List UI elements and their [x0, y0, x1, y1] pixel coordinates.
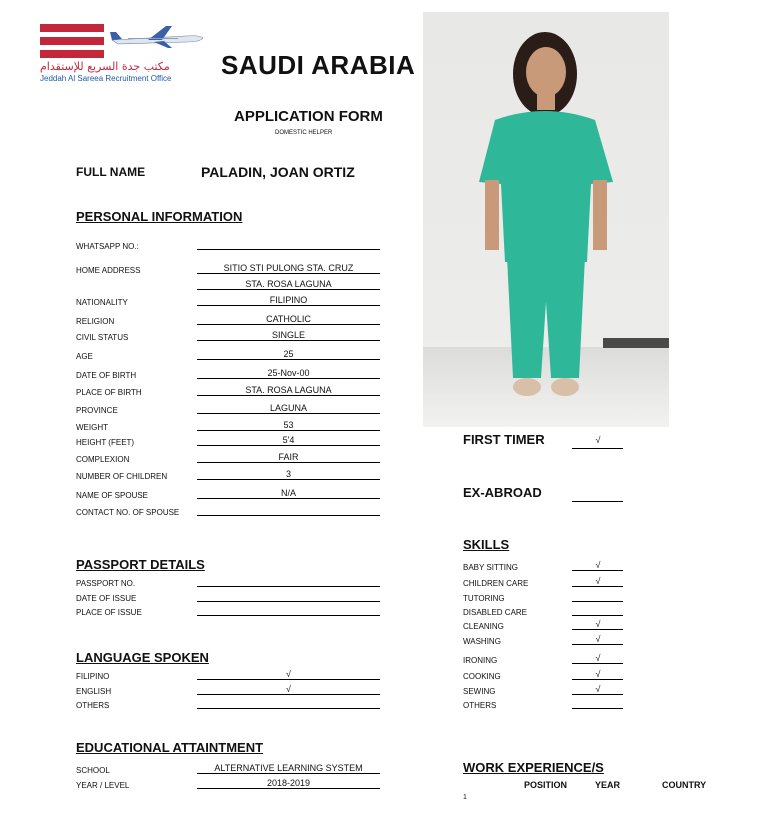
personal-underline	[197, 515, 380, 516]
first-timer-line	[572, 448, 623, 449]
skill-label: SEWING	[463, 687, 496, 696]
personal-label: AGE	[76, 352, 93, 361]
page-title: SAUDI ARABIA	[221, 50, 416, 80]
personal-underline	[197, 395, 380, 396]
personal-underline	[197, 359, 380, 360]
personal-label: NUMBER OF CHILDREN	[76, 472, 168, 481]
personal-value: STA. ROSA LAGUNA	[245, 279, 332, 289]
ex-abroad-label: EX-ABROAD	[463, 485, 542, 500]
personal-info-heading: PERSONAL INFORMATION	[76, 209, 243, 224]
skill-underline	[572, 615, 623, 616]
language-underline	[197, 694, 380, 695]
skill-label: IRONING	[463, 656, 498, 665]
skill-label: CLEANING	[463, 622, 504, 631]
language-value: √	[286, 669, 291, 679]
personal-value: FILIPINO	[269, 295, 308, 305]
personal-label: DATE OF BIRTH	[76, 371, 137, 380]
logo-arabic-text: مكتب جدة السريع للإستقدام	[40, 60, 170, 73]
first-timer-label: FIRST TIMER	[463, 432, 545, 447]
logo-english-text: Jeddah Al Sareea Recruitment Office	[40, 74, 172, 83]
personal-value: 25-Nov-00	[267, 368, 310, 378]
personal-underline	[197, 324, 380, 325]
personal-label: PROVINCE	[76, 406, 118, 415]
skill-check: √	[595, 576, 601, 586]
work-col-country: COUNTRY	[662, 780, 707, 790]
personal-value: N/A	[280, 488, 296, 498]
personal-underline	[197, 479, 380, 480]
language-underline	[197, 679, 380, 680]
personal-value: 5'4	[282, 435, 295, 445]
skill-label: COOKING	[463, 672, 501, 681]
skill-label: CHILDREN CARE	[463, 579, 529, 588]
education-value: 2018-2019	[266, 778, 311, 788]
education-underline	[197, 773, 380, 774]
first-timer-check: √	[595, 435, 601, 445]
full-name-value: PALADIN, JOAN ORTIZ	[201, 164, 355, 180]
form-type: DOMESTIC HELPER	[275, 130, 333, 136]
skill-underline	[572, 663, 623, 664]
skill-underline	[572, 586, 623, 587]
passport-underline	[197, 601, 380, 602]
passport-label: PLACE OF ISSUE	[76, 608, 142, 617]
personal-label: WEIGHT	[76, 423, 108, 432]
skill-check: √	[595, 653, 601, 663]
skill-label: WASHING	[463, 637, 501, 646]
personal-label: HOME ADDRESS	[76, 266, 141, 275]
personal-underline	[197, 413, 380, 414]
personal-value: 3	[285, 469, 291, 479]
personal-underline	[197, 378, 380, 379]
skill-label: DISABLED CARE	[463, 608, 528, 617]
skill-check: √	[595, 634, 601, 644]
airplane-icon	[108, 20, 206, 52]
personal-label: NATIONALITY	[76, 298, 128, 307]
language-value: √	[286, 684, 291, 694]
personal-value: LAGUNA	[269, 403, 307, 413]
passport-label: DATE OF ISSUE	[76, 594, 137, 603]
language-label: ENGLISH	[76, 687, 112, 696]
skill-underline	[572, 570, 623, 571]
work-experience-heading: WORK EXPERIENCE/S	[463, 760, 604, 775]
personal-label: PLACE OF BIRTH	[76, 388, 142, 397]
personal-underline	[197, 340, 380, 341]
personal-underline	[197, 498, 380, 499]
form-subtitle: APPLICATION FORM	[234, 108, 383, 125]
personal-label: WHATSAPP NO.:	[76, 242, 139, 251]
skill-underline	[572, 644, 623, 645]
skill-underline	[572, 708, 623, 709]
work-col-position: POSITION	[524, 780, 568, 790]
personal-value: STA. ROSA LAGUNA	[245, 385, 332, 395]
skill-label: TUTORING	[463, 594, 505, 603]
personal-value: 25	[283, 349, 294, 359]
language-underline	[197, 708, 380, 709]
skills-heading: SKILLS	[463, 537, 510, 552]
personal-underline	[197, 289, 380, 290]
personal-label: COMPLEXION	[76, 455, 130, 464]
personal-value: SINGLE	[271, 330, 305, 340]
personal-value: 53	[283, 420, 294, 430]
passport-underline	[197, 615, 380, 616]
skill-check: √	[595, 684, 601, 694]
company-logo-flag	[40, 24, 104, 58]
personal-value: SITIO STI PULONG STA. CRUZ	[223, 263, 354, 273]
personal-value: CATHOLIC	[266, 314, 311, 324]
language-heading: LANGUAGE SPOKEN	[76, 650, 209, 665]
personal-underline	[197, 273, 380, 274]
education-label: SCHOOL	[76, 766, 110, 775]
skill-underline	[572, 679, 623, 680]
language-label: OTHERS	[76, 701, 110, 710]
passport-label: PASSPORT NO.	[76, 579, 136, 588]
work-col-year: YEAR	[595, 780, 621, 790]
skill-check: √	[595, 560, 601, 570]
personal-underline	[197, 462, 380, 463]
ex-abroad-line	[572, 501, 623, 502]
personal-value: FAIR	[278, 452, 299, 462]
education-value: ALTERNATIVE LEARNING SYSTEM	[214, 763, 363, 773]
education-heading: EDUCATIONAL ATTAINTMENT	[76, 740, 264, 755]
passport-heading: PASSPORT DETAILS	[76, 557, 205, 572]
personal-label: NAME OF SPOUSE	[76, 491, 149, 500]
language-label: FILIPINO	[76, 672, 110, 681]
education-label: YEAR / LEVEL	[76, 781, 130, 790]
education-underline	[197, 788, 380, 789]
applicant-photo	[423, 12, 669, 427]
personal-underline	[197, 249, 380, 250]
skill-underline	[572, 694, 623, 695]
skill-underline	[572, 601, 623, 602]
personal-label: CONTACT NO. OF SPOUSE	[76, 508, 180, 517]
skill-underline	[572, 629, 623, 630]
personal-underline	[197, 445, 380, 446]
personal-label: HEIGHT (FEET)	[76, 438, 135, 447]
personal-underline	[197, 430, 380, 431]
personal-label: CIVIL STATUS	[76, 333, 129, 342]
full-name-label: FULL NAME	[76, 165, 146, 179]
skill-check: √	[595, 669, 601, 679]
skill-label: BABY SITTING	[463, 563, 518, 572]
work-row-number: 1	[463, 794, 467, 801]
passport-underline	[197, 586, 380, 587]
personal-underline	[197, 305, 380, 306]
skill-label: OTHERS	[463, 701, 497, 710]
personal-label: RELIGION	[76, 317, 115, 326]
skill-check: √	[595, 619, 601, 629]
